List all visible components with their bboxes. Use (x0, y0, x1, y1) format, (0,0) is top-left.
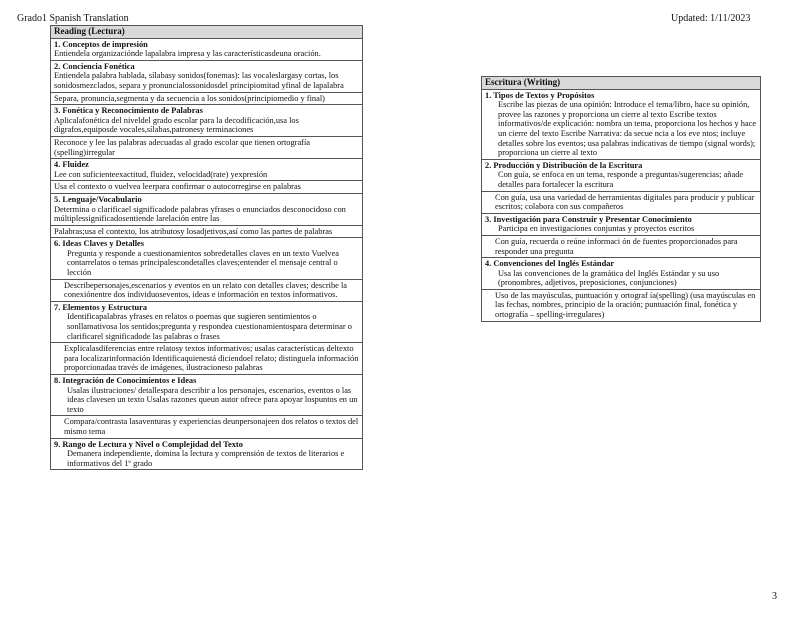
reading-section (51, 159, 363, 181)
reading-section-text: Lee con suficienteexactitud, fluidez, velocidad(rate) yexpresión (54, 169, 268, 179)
updated-date: Updated: 1/11/2023 (671, 13, 751, 24)
writing-section-text: Con guía, usa una variedad de herramientas digitales para producir y publicar escritos; colabora con sus compañeros (482, 191, 761, 213)
reading-section-title: 8. Integración de Conocimientos e Ideas (54, 376, 197, 385)
reading-section-text: Demanera independiente, domina la lectura y comprensión de textos de literarios e informativos del 1º grado (67, 449, 345, 468)
reading-section-title: 4. Fluidez (54, 160, 89, 170)
writing-section-title: 1. Tipos de Textos y Propósitos (485, 90, 595, 100)
writing-section (482, 213, 761, 235)
reading-section-text: Describepersonajes,escenarios y eventos en un relato con detalles claves; describe la conexiónentre dos individuoseventos, ideas e información en textos informativos. (51, 279, 363, 301)
writing-section-title: 2. Producción y Distribución de la Escritura (485, 160, 643, 170)
reading-section-text: Separa, pronuncia,segmenta y da secuencia a los sonidos(principiomedio y final) (51, 92, 363, 105)
document-title: Grado1 Spanish Translation (17, 13, 129, 24)
reading-section (51, 238, 363, 279)
reading-section (51, 438, 363, 470)
reading-section-text: Palabras;usa el contexto, los atributosy losadjetivos,así como las partes de palabras (51, 225, 363, 238)
reading-section-text: Pregunta y responde a cuestionamientos sobredetalles claves en un texto Vuelvea contarrelatos o temas principalescondetalles claves;entender el mensaje central o lección (67, 248, 339, 278)
reading-section (51, 375, 363, 416)
reading-section-text: Explicalasdiferencias entre relatosy textos informativos; usalas características deltexto para localizarinformación Identificaquienestá diciendoel relato; distinguela información proporcionadaa través de imágenes, ilustracioneso palabras (51, 343, 363, 375)
reading-section-title: 5. Lenguaje/Vocabulario (54, 194, 142, 204)
writing-heading: Escritura (Writing) (482, 77, 761, 90)
reading-section-text: Reconoce y lee las palabras adecuadas al grado escolar que tienen ortografía (spelling)irregular (51, 136, 363, 158)
page-number: 3 (772, 591, 777, 602)
writing-section-text: Uso de las mayúsculas, puntuación y ortograf ía(spelling) (usa mayúsculas en las fechas, nombres, principio de la oración; puntuación final, fonética y ortografía – spelling-irregulares) (482, 289, 761, 321)
reading-section-text: Entiendela palabra hablada, sílabasy sonidos(fonemas): las vocaleslargasy cortas, los sonidosmezclados, separa y pronuncialossonidosdel principiomitad yfinal de lapalabra (54, 71, 344, 90)
reading-section (51, 105, 363, 137)
reading-section-text: Identificapalabras yfrases en relatos o poemas que sugieren sentimientos o sonllamativosa los sentidos;pregunta y respondea cuestionamientospara determinar o clarificarel significadode las palabras o frases (67, 312, 352, 341)
reading-section (51, 38, 363, 60)
reading-section-title: 9. Rango de Lectura y Nivel o Complejidad del Texto (54, 439, 243, 449)
writing-section-text: Participa en investigaciones conjuntas y proyectos escritos (498, 224, 695, 234)
writing-section-text: Con guía, se enfoca en un tema, responde a preguntas/sugerencias; añade detalles para fortalecer la escritura (498, 170, 744, 189)
reading-section-title: 2. Conciencia Fonética (54, 61, 135, 71)
reading-table (50, 25, 363, 470)
writing-section-text: Con guía, recuerda o reúne informaci ón de fuentes proporcionados para responder una pregunta (482, 235, 761, 257)
reading-section (51, 60, 363, 92)
reading-section-title: 6. Ideas Claves y Detalles (54, 239, 145, 249)
writing-section-title: 4. Convenciones del Inglés Estándar (485, 259, 615, 269)
reading-section-title: 3. Fonética y Reconocimiento de Palabras (54, 106, 203, 116)
reading-heading: Reading (Lectura) (51, 26, 363, 39)
reading-section-title: 7. Elementos y Estructura (54, 302, 148, 312)
writing-section-text: Escribe las piezas de una opinión: Introduce el tema/libro, hace su opinión, provee las razones y proporciona un cierre al texto Escribe textos informativos/de explicación: nombra un tema, proporciona los hechos y hace un cierre del texto Escribe Narrativa: da secue ncia a los eve ntos; incluye detalles sobre los eventos; usa palabras indicativas de tiempo (signal words); proporciona un cierre al texto (498, 100, 757, 158)
writing-table (481, 76, 761, 322)
reading-section-text: Determina o clarificael significadode palabras yfrases o enunciados desconocidoso con múltiplessignificadosentiende larelación entre las (54, 204, 346, 224)
writing-section-title: 3. Investigación para Construir y Presentar Conocimiento (485, 214, 692, 224)
writing-section (482, 258, 761, 290)
writing-section-text: Usa las convenciones de la gramática del Inglés Estándar y su uso (pronombres, adjetivos, preposiciones, conjunciones) (498, 268, 720, 288)
reading-section-text: Usalas ilustraciones/ detallespara describir a los personajes, escenarios, eventos o las ideas clavesen un texto Usalas razones queun autor ofrece para apoyar lospuntos en un texto (67, 385, 358, 414)
reading-section-text: Entiendela organizaciónde lapalabra impresa y las característicasdeuna oración. (54, 49, 321, 59)
writing-section (482, 159, 761, 191)
reading-section (51, 193, 363, 225)
writing-section (482, 89, 761, 159)
reading-section-text: Aplicalafonética del niveldel grado escolar para la decodificación,usa los digrafos,equiposde vocales,sílabas,patronesy terminaciones (54, 115, 299, 135)
reading-section-text: Compara/contrasta lasaventuras y experiencias deunpersonajeen dos relatos o textos del mismo tema (51, 416, 363, 438)
reading-section (51, 301, 363, 342)
reading-section-title: 1. Conceptos de impresión (54, 39, 148, 49)
reading-section-text: Usa el contexto o vuelvea leerpara confirmar o autocorregirse en palabras (51, 181, 363, 194)
